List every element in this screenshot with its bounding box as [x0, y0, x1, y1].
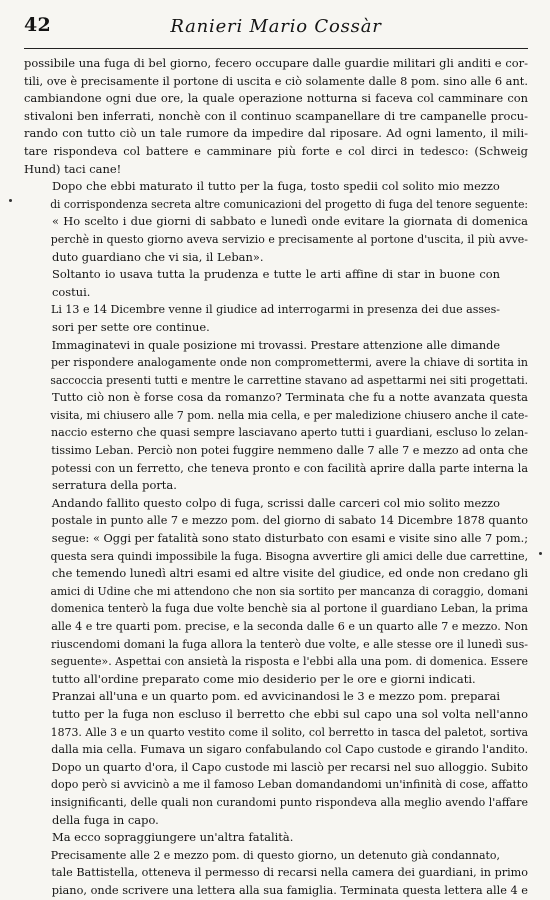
paragraph	[24, 688, 528, 829]
text-line: seguente». Aspettai con ansietà la risposta e l'ebbi alla una pom. di domenica. Essere	[50, 654, 528, 669]
text-line: potessi con un ferretto, che teneva pronto e con facilità aprire dalla parte interna la	[51, 460, 529, 475]
text-line: questa sera quindi impossibile la fuga. Bisogna avvertire gli amici delle due carrettine,	[50, 548, 529, 563]
running-header	[24, 14, 528, 49]
text-line: visita, mi chiusero alle 7 pom. nella mia cella, e per maledizione chiusero anche il cate-	[50, 407, 529, 422]
text-line: segue: « Oggi per fatalità sono stato disturbato con esami e visite sino alle 7 pom.;	[51, 531, 529, 546]
text-line: rando con tutto ciò un tale rumore da impedire dal riposare. Ad ogni lamento, il mili-	[24, 126, 528, 141]
text-line: Hund) taci cane!	[24, 161, 122, 176]
text-line: 1873. Alle 3 e un quarto vestito come il solito, col berretto in tasca del paletot, sortiva	[50, 724, 528, 739]
text-line: duto guardiano che vi sia, il Leban».	[52, 249, 264, 264]
book-title: Ranieri Mario Cossàr	[170, 16, 382, 37]
paragraph	[24, 301, 528, 336]
text-line: Pranzai all'una e un quarto pom. ed avvicinandosi le 3 e mezzo pom. preparai	[51, 689, 501, 704]
paragraph	[24, 847, 528, 900]
text-line: postale in punto alle 7 e mezzo pom. del giorno di sabato 14 Dicembre 1878 quanto	[51, 513, 528, 528]
page-number: 42	[24, 14, 52, 36]
text-line: saccoccia presenti tutti e mentre le carrettine stavano ad aspettarmi nei siti progettati.	[50, 372, 528, 387]
text-line: amici di Udine che mi attendono che non sia sortito per mancanza di coraggio, domani	[50, 583, 529, 598]
text-line: Li 13 e 14 Dicembre venne il giudice ad interrogarmi in presenza dei due asses-	[51, 302, 500, 317]
paragraph	[24, 337, 528, 495]
text-line: cambiandone ogni due ore, la quale operazione notturna si faceva col camminare con	[24, 91, 528, 106]
text-line: insignificanti, delle quali non curandomi punto rispondeva alla meglio avendo l'affare	[50, 794, 528, 809]
text-line: alle 4 e tre quarti pom. precise, e la seconda dalle 6 e un quarto alle 7 e mezzo. Non	[51, 619, 528, 633]
text-line: tili, ove è precisamente il portone di uscita e ciò solamente dalle 8 pom. sino alle 6 ant.	[24, 73, 528, 88]
stray-ink-mark	[9, 199, 12, 202]
text-line: tale Battistella, otteneva il permesso di recarsi nella camera dei guardiani, in primo	[51, 865, 529, 880]
text-line: sori per sette ore continue.	[52, 319, 210, 334]
text-line: Immaginatevi in quale posizione mi trovassi. Prestare attenzione alle dimande	[51, 337, 501, 352]
text-line: Dopo che ebbi maturato il tutto per la fuga, tosto spedii col solito mio mezzo	[52, 179, 500, 194]
text-line: Precisamente alle 2 e mezzo pom. di questo giorno, un detenuto già condannato,	[50, 847, 500, 862]
text-line: tare rispondeva col battere e camminare più forte e col dirci in tedesco: (Schweig	[24, 143, 528, 158]
body-text	[24, 55, 528, 900]
text-line: « Ho scelto i due giorni di sabbato e lunedì onde evitare la giornata di domenica	[52, 214, 528, 229]
text-line: della fuga in capo.	[52, 812, 159, 827]
stray-ink-mark	[539, 552, 542, 555]
text-line: Andando fallito questo colpo di fuga, scrissi dalle carceri col mio solito mezzo	[51, 495, 501, 510]
text-line: Dopo un quarto d'ora, il Capo custode mi lasciò per recarsi nel suo alloggio. Subito	[51, 759, 529, 774]
text-line: riuscendomi domani la fuga allora la tenterò due volte, e alle stesse ore il lunedì sus-	[51, 636, 529, 651]
text-line: piano, onde scrivere una lettera alla sua famiglia. Terminata questa lettera alle 4 e	[51, 882, 528, 897]
paragraph	[24, 495, 528, 689]
text-line: costui.	[52, 284, 91, 299]
text-line: naccio esterno che quasi sempre lasciavano aperto tutti i guardiani, escluso lo zelan-	[51, 425, 529, 440]
text-line: dalla mia cella. Fumava un sigaro confabulando col Capo custode e girando l'andito.	[51, 742, 529, 757]
text-line: tissimo Leban. Perciò non potei fuggire nemmeno dalle 7 alle 7 e mezzo ad onta che	[51, 443, 529, 458]
text-line: che temendo lunedì altri esami ed altre visite del giudice, ed onde non credano gli	[51, 566, 528, 581]
text-line: perchè in questo giorno aveva servizio e precisamente al portone d'uscita, il più avve-	[50, 231, 528, 246]
text-line: per rispondere analogamente onde non compromettermi, avere la chiave di sortita in	[50, 355, 528, 370]
text-line: Soltanto io usava tutta la prudenza e tutte le arti affine di star in buone con	[52, 267, 501, 282]
paragraph	[24, 178, 528, 266]
text-line: tutto per la fuga non escluso il berretto che ebbi sul capo una sol volta nell'anno	[52, 706, 528, 721]
text-line: possibile una fuga di bel giorno, fecero occupare dalle guardie militari gli anditi e cor-	[24, 56, 528, 70]
paragraph	[24, 266, 528, 301]
text-line: dopo però si avvicinò a me il famoso Leban domandandomi un'infinità di cose, affatto	[50, 777, 528, 792]
text-line: stivaloni ben inferrati, nonchè con il continuo scampanellare di tre campanelle procu-	[24, 108, 528, 123]
text-line: tutto all'ordine preparato come mio desiderio per le ore e giorni indicati.	[52, 671, 476, 686]
text-line: di corrispondenza secreta altre comunicazioni del progetto di fuga del tenore seguente:	[50, 196, 529, 211]
paragraph	[24, 55, 528, 178]
text-line: serratura della porta.	[52, 478, 177, 493]
text-line: domenica tenterò la fuga due volte benchè sia al portone il guardiano Leban, la prima	[50, 601, 528, 616]
text-line: Ma ecco sopraggiungere un'altra fatalità.	[52, 830, 294, 845]
text-line: Tutto ciò non è forse cosa da romanzo? Terminata che fu a notte avanzata questa	[52, 390, 528, 405]
